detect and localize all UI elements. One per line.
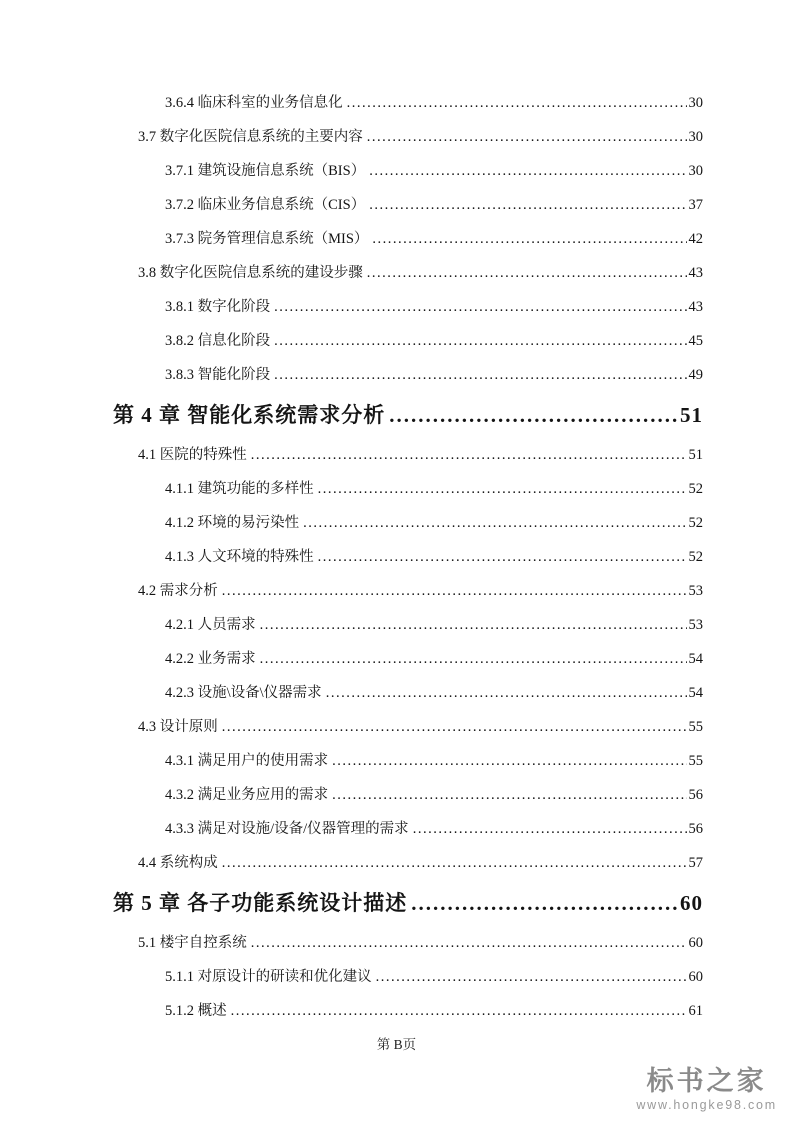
toc-entry-page: 53 [688, 617, 703, 633]
toc-entry-page: 45 [688, 333, 703, 349]
toc-entry-page: 52 [688, 549, 703, 565]
toc-entry[interactable] [0, 846, 793, 880]
toc-entry-page: 55 [688, 719, 703, 735]
dot-leader [251, 438, 687, 472]
toc-entry[interactable] [0, 222, 793, 256]
toc-entry[interactable] [0, 994, 793, 1028]
toc-entry-label: 3.7 数字化医院信息系统的主要内容 [138, 129, 363, 145]
toc-entry-label: 3.6.4 临床科室的业务信息化 [165, 95, 343, 111]
dot-leader [274, 290, 686, 324]
toc-entry[interactable] [0, 290, 793, 324]
toc-entry-label: 4.3 设计原则 [138, 719, 218, 735]
dot-leader [367, 120, 687, 154]
toc-entry-page: 56 [688, 787, 703, 803]
watermark-logo-text: 标书之家 [646, 1066, 767, 1097]
toc-entry-page: 51 [688, 447, 703, 463]
dot-leader [389, 392, 678, 438]
dot-leader [318, 540, 687, 574]
toc-entry-label: 4.1.1 建筑功能的多样性 [165, 481, 314, 497]
toc-entry[interactable] [0, 540, 793, 574]
toc-entry-page: 52 [688, 481, 703, 497]
toc-entry-label: 3.7.2 临床业务信息系统（CIS） [165, 197, 366, 213]
toc-entry-page: 60 [680, 891, 703, 915]
toc-entry-label: 第 5 章 各子功能系统设计描述 [113, 891, 408, 915]
dot-leader [274, 324, 686, 358]
toc-entry-page: 30 [688, 163, 703, 179]
toc-entry[interactable] [0, 472, 793, 506]
dot-leader [222, 710, 687, 744]
page-footer: 第 B页 [376, 1037, 417, 1052]
toc-entry-label: 3.8.2 信息化阶段 [165, 333, 271, 349]
toc-entry-page: 49 [688, 367, 703, 383]
dot-leader [347, 86, 687, 120]
toc-entry-page: 30 [688, 95, 703, 111]
dot-leader [413, 812, 687, 846]
toc-entry-label: 4.4 系统构成 [138, 855, 218, 871]
toc-entry-label: 3.8 数字化医院信息系统的建设步骤 [138, 265, 363, 281]
dot-leader [222, 574, 687, 608]
toc-entry[interactable] [0, 926, 793, 960]
toc-entry[interactable] [0, 86, 793, 120]
toc-entry-label: 5.1.1 对原设计的研读和优化建议 [165, 969, 372, 985]
toc-entry[interactable] [0, 642, 793, 676]
dot-leader [326, 676, 687, 710]
toc-entry-label: 4.1.3 人文环境的特殊性 [165, 549, 314, 565]
dot-leader [372, 222, 686, 256]
toc-entry-page: 60 [688, 935, 703, 951]
toc-entry[interactable] [0, 676, 793, 710]
toc-entry[interactable] [0, 744, 793, 778]
toc-entry[interactable] [0, 188, 793, 222]
toc-entry[interactable] [0, 960, 793, 994]
toc-entry-page: 43 [688, 299, 703, 315]
toc-entry-label: 3.7.3 院务管理信息系统（MIS） [165, 231, 369, 247]
dot-leader [332, 778, 686, 812]
toc-entry-page: 56 [688, 821, 703, 837]
toc-entry-page: 51 [680, 403, 703, 427]
dot-leader [222, 846, 687, 880]
toc-entry-page: 37 [688, 197, 703, 213]
table-of-contents [0, 86, 793, 1028]
dot-leader [369, 188, 686, 222]
toc-entry[interactable] [0, 256, 793, 290]
dot-leader [369, 154, 686, 188]
dot-leader [332, 744, 686, 778]
toc-entry-page: 43 [688, 265, 703, 281]
toc-entry-label: 3.7.1 建筑设施信息系统（BIS） [165, 163, 366, 179]
toc-entry-label: 4.2.2 业务需求 [165, 651, 256, 667]
dot-leader [231, 994, 687, 1028]
toc-entry-label: 5.1 楼宇自控系统 [138, 935, 247, 951]
dot-leader [411, 880, 678, 926]
toc-entry-page: 53 [688, 583, 703, 599]
toc-entry-page: 54 [688, 651, 703, 667]
toc-entry-page: 52 [688, 515, 703, 531]
toc-entry[interactable] [0, 812, 793, 846]
toc-entry-page: 55 [688, 753, 703, 769]
toc-entry-label: 5.1.2 概述 [165, 1003, 227, 1019]
toc-entry-page: 60 [688, 969, 703, 985]
dot-leader [260, 642, 687, 676]
toc-entry[interactable] [0, 574, 793, 608]
toc-entry[interactable] [0, 154, 793, 188]
toc-entry-page: 42 [688, 231, 703, 247]
toc-entry-label: 4.2.3 设施\设备\仪器需求 [165, 685, 322, 701]
toc-entry[interactable] [0, 778, 793, 812]
toc-entry-page: 30 [688, 129, 703, 145]
dot-leader [376, 960, 687, 994]
toc-entry-label: 4.1 医院的特殊性 [138, 447, 247, 463]
toc-entry-label: 4.1.2 环境的易污染性 [165, 515, 300, 531]
watermark-url: www.hongke98.com [636, 1098, 777, 1112]
toc-entry[interactable] [0, 120, 793, 154]
toc-entry-label: 3.8.3 智能化阶段 [165, 367, 271, 383]
toc-entry[interactable] [0, 710, 793, 744]
dot-leader [251, 926, 687, 960]
dot-leader [303, 506, 686, 540]
toc-entry-label: 第 4 章 智能化系统需求分析 [113, 403, 386, 427]
dot-leader [274, 358, 686, 392]
toc-entry-label: 4.2 需求分析 [138, 583, 218, 599]
dot-leader [260, 608, 687, 642]
dot-leader [367, 256, 687, 290]
toc-entry-label: 4.2.1 人员需求 [165, 617, 256, 633]
toc-entry[interactable] [0, 358, 793, 392]
toc-chapter-entry[interactable] [0, 880, 793, 926]
toc-entry-label: 4.3.2 满足业务应用的需求 [165, 787, 329, 803]
toc-entry-label: 4.3.3 满足对设施/设备/仪器管理的需求 [165, 821, 409, 837]
toc-entry-label: 3.8.1 数字化阶段 [165, 299, 271, 315]
toc-entry-label: 4.3.1 满足用户的使用需求 [165, 753, 329, 769]
toc-entry-page: 57 [688, 855, 703, 871]
toc-chapter-entry[interactable] [0, 392, 793, 438]
toc-entry[interactable] [0, 324, 793, 358]
toc-entry[interactable] [0, 438, 793, 472]
toc-entry[interactable] [0, 608, 793, 642]
toc-entry-page: 61 [688, 1003, 703, 1019]
toc-entry-page: 54 [688, 685, 703, 701]
watermark [636, 1067, 777, 1112]
toc-entry[interactable] [0, 506, 793, 540]
dot-leader [318, 472, 687, 506]
